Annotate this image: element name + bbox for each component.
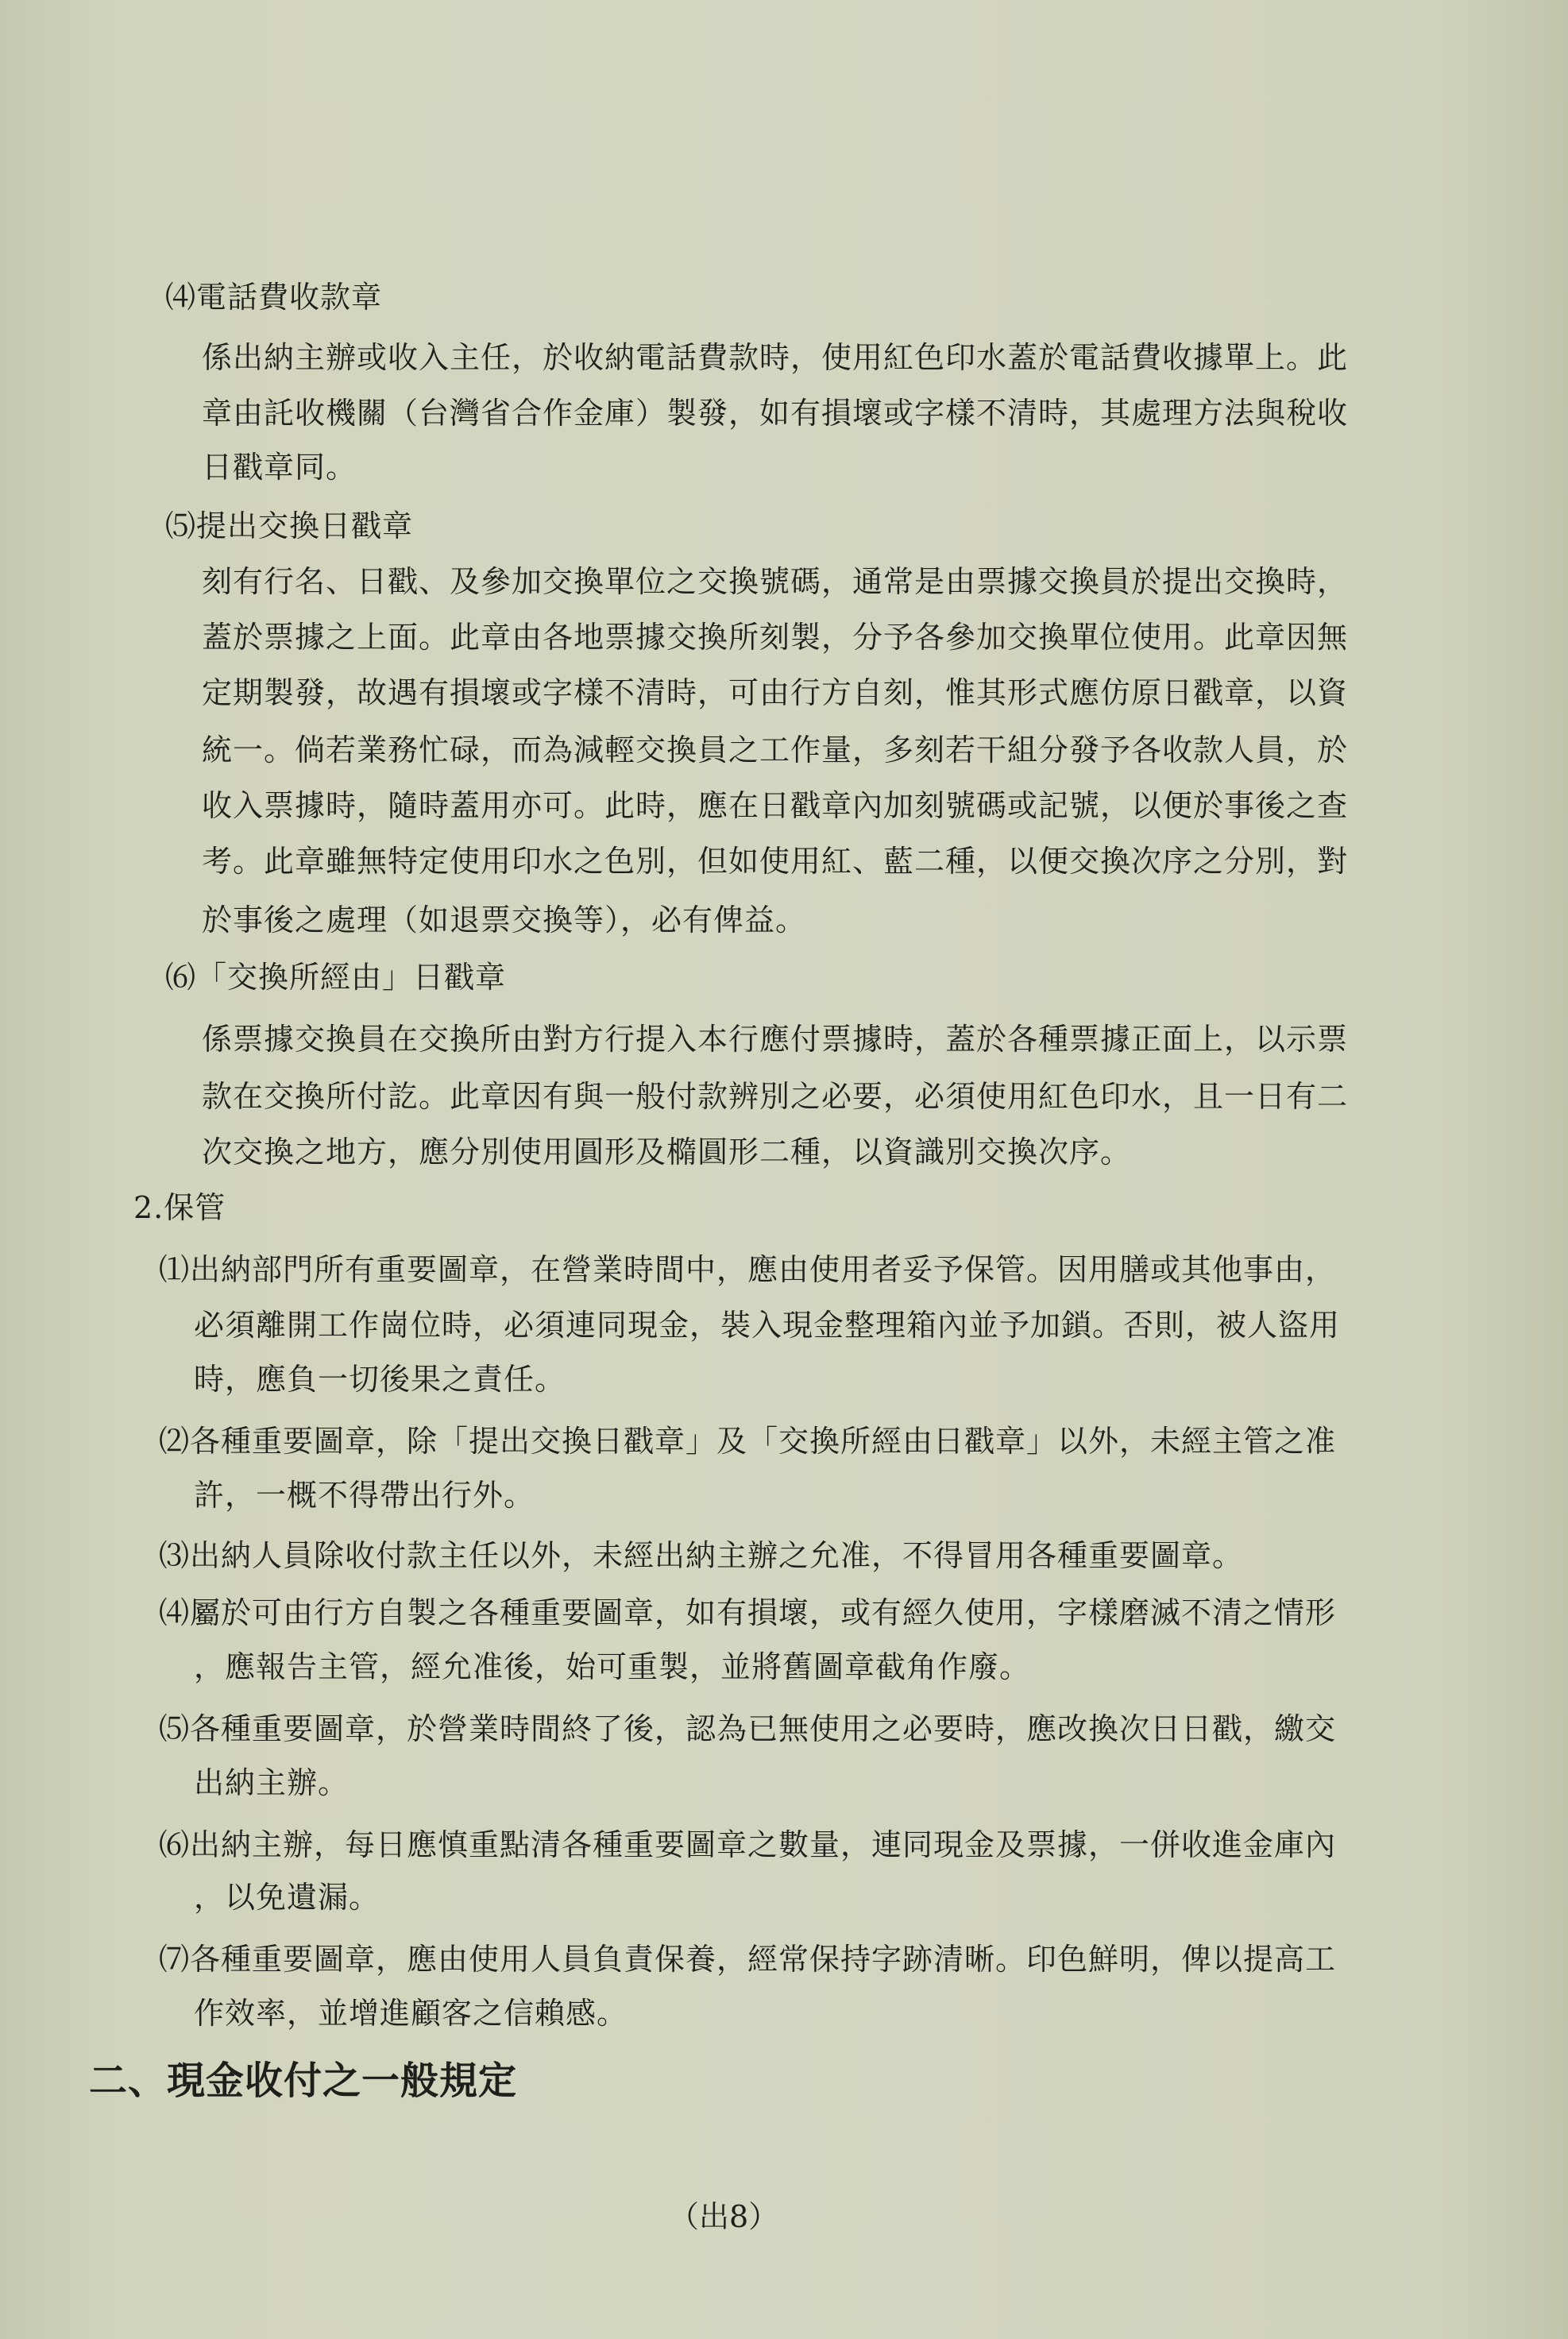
- section-5-line-4: 統一。倘若業務忙碌，而為減輕交換員之工作量，多刻若干組分發予各收款人員，於: [202, 733, 1349, 767]
- section-6-line-3: 次交換之地方，應分別使用圓形及橢圓形二種，以資識別交換次序。: [202, 1135, 1132, 1170]
- custody-item-3: ⑶出納人員除收付款主任以外，未經出納主辦之允准，不得冒用各種重要圖章。: [159, 1538, 1244, 1573]
- custody-item-1-cont-1: 必須離開工作崗位時，必須連同現金，裝入現金整理箱內並予加鎖。否則，被人盜用: [194, 1308, 1341, 1343]
- custody-item-5-cont-1: 出納主辦。: [194, 1765, 350, 1800]
- section-4-line-1: 係出納主辦或收入主任，於收納電話費款時，使用紅色印水蓋於電話費收據單上。此: [202, 340, 1349, 375]
- section-6-line-1: 係票據交換員在交換所由對方行提入本行應付票據時，蓋於各種票據正面上，以示票: [202, 1022, 1349, 1057]
- custody-item-6-cont-1: ，以免遺漏。: [194, 1880, 380, 1915]
- section-4-line-3: 日戳章同。: [202, 450, 357, 485]
- section-5-line-7: 於事後之處理（如退票交換等），必有俾益。: [202, 903, 807, 938]
- section-5-line-2: 蓋於票據之上面。此章由各地票據交換所刻製，分予各參加交換單位使用。此章因無: [202, 620, 1349, 655]
- custody-item-1: ⑴出納部門所有重要圖章，在營業時間中，應由使用者妥予保管。因用膳或其他事由，: [159, 1252, 1337, 1287]
- custody-item-5: ⑸各種重要圖章，於營業時間終了後，認為已無使用之必要時，應改換次日日戳，繳交: [159, 1711, 1337, 1746]
- custody-item-2: ⑵各種重要圖章，除「提出交換日戳章」及「交換所經由日戳章」以外，未經主管之准: [159, 1424, 1337, 1459]
- custody-item-6: ⑹出納主辦，每日應慎重點清各種重要圖章之數量，連同現金及票據，一併收進金庫內: [159, 1827, 1337, 1862]
- section-6-heading: ⑹「交換所經由」日戳章: [165, 960, 507, 995]
- custody-item-4-cont-1: ，應報告主管，經允准後，始可重製，並將舊圖章截角作廢。: [194, 1649, 1031, 1684]
- section-5-line-3: 定期製發，故遇有損壞或字樣不清時，可由行方自刻，惟其形式應仿原日戳章，以資: [202, 675, 1349, 710]
- section-5-line-5: 收入票據時，隨時蓋用亦可。此時，應在日戳章內加刻號碼或記號，以便於事後之查: [202, 788, 1349, 823]
- custody-item-4: ⑷屬於可由行方自製之各種重要圖章，如有損壞，或有經久使用，字樣磨滅不清之情形: [159, 1595, 1337, 1630]
- section-4-heading: ⑷電話費收款章: [165, 280, 383, 315]
- custody-heading: 2.保管: [133, 1190, 226, 1225]
- page-number: （出8）: [669, 2199, 779, 2234]
- custody-item-7-cont-1: 作效率，並增進顧客之信賴感。: [194, 1996, 628, 2031]
- section-5-heading: ⑸提出交換日戳章: [165, 508, 414, 543]
- section-heading: 二、現金收付之一般規定: [89, 2059, 518, 2103]
- section-6-line-2: 款在交換所付訖。此章因有與一般付款辨別之必要，必須使用紅色印水，且一日有二: [202, 1079, 1349, 1114]
- section-4-line-2: 章由託收機關（台灣省合作金庫）製發，如有損壞或字樣不清時，其處理方法與稅收: [202, 396, 1349, 431]
- custody-item-2-cont-1: 許，一概不得帶出行外。: [194, 1478, 535, 1513]
- section-5-line-6: 考。此章雖無特定使用印水之色別，但如使用紅、藍二種，以便交換次序之分別，對: [202, 844, 1349, 879]
- custody-item-1-cont-2: 時，應負一切後果之責任。: [194, 1362, 566, 1397]
- section-5-line-1: 刻有行名、日戳、及參加交換單位之交換號碼，通常是由票據交換員於提出交換時，: [202, 564, 1349, 599]
- custody-item-7: ⑺各種重要圖章，應由使用人員負責保養，經常保持字跡清晰。印色鮮明，俾以提高工: [159, 1942, 1337, 1977]
